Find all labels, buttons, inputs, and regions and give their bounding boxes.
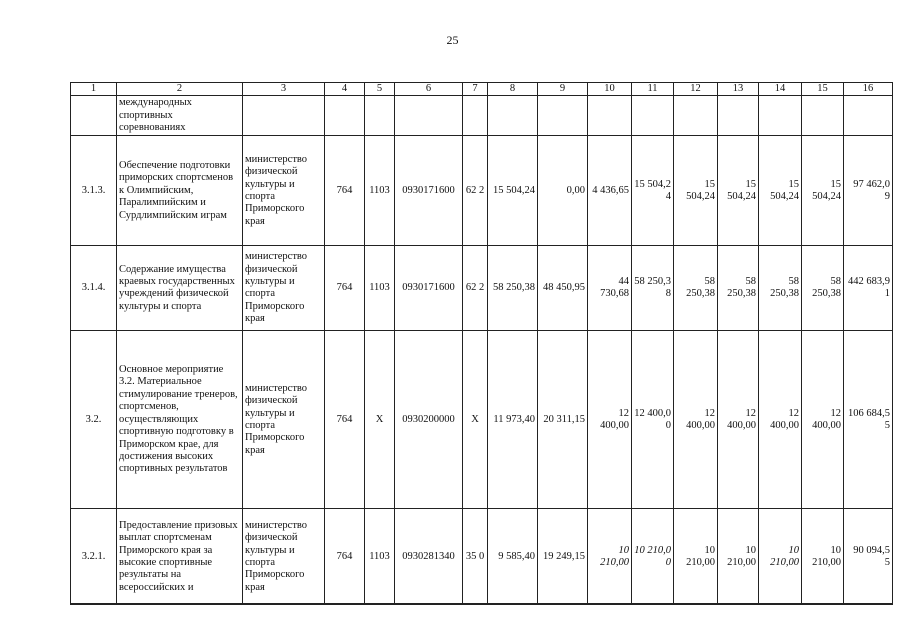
cell: 58 250,38 — [718, 246, 759, 331]
col-header: 6 — [395, 83, 463, 96]
col-header: 5 — [365, 83, 395, 96]
cell: 1103 — [365, 246, 395, 331]
header-row — [71, 83, 893, 96]
cell: 35 0 — [463, 509, 488, 605]
row-ministry: министерство физической культуры и спорта Приморского края — [243, 246, 325, 331]
col-header: 2 — [117, 83, 243, 96]
cell: 12 400,00 — [674, 331, 718, 509]
row-name: Обеспечение подготовки приморских спортсменов к Олимпийским, Паралимпийским и Сурдлимпийским играм — [117, 136, 243, 246]
table-row — [71, 509, 893, 605]
cell: 0,00 — [538, 136, 588, 246]
cell: 764 — [325, 509, 365, 605]
row-code: 3.2. — [71, 331, 117, 509]
table-bottom-rule — [70, 603, 892, 604]
cell: 58 250,38 — [802, 246, 844, 331]
col-header: 16 — [844, 83, 893, 96]
row-ministry: министерство физической культуры и спорта Приморского края — [243, 136, 325, 246]
row-name: Основное мероприятие 3.2. Материальное стимулирование тренеров, спортсменов, осуществляющих спортивную подготовку в Приморском крае, для достижения высоких спортивных результатов — [117, 331, 243, 509]
cell: 10 210,00 — [674, 509, 718, 605]
cell: 12 400,00 — [759, 331, 802, 509]
cell: 12 400,0 0 — [632, 331, 674, 509]
cell: 10 210,00 — [759, 509, 802, 605]
cell: 4 436,65 — [588, 136, 632, 246]
col-header: 7 — [463, 83, 488, 96]
cell: 58 250,38 — [488, 246, 538, 331]
cell: 106 684,5 5 — [844, 331, 893, 509]
cell: 10 210,0 0 — [632, 509, 674, 605]
row-name: Предоставление призовых выплат спортсменам Приморского края за высокие спортивные результаты на всероссийских и — [117, 509, 243, 605]
cell: 0930281340 — [395, 509, 463, 605]
cell: 10 210,00 — [718, 509, 759, 605]
row-ministry: министерство физической культуры и спорта Приморского края — [243, 331, 325, 509]
col-header: 1 — [71, 83, 117, 96]
col-header: 11 — [632, 83, 674, 96]
cell: 12 400,00 — [718, 331, 759, 509]
cell: 15 504,24 — [802, 136, 844, 246]
cell: 1103 — [365, 136, 395, 246]
page-number: 25 — [446, 33, 459, 47]
cell: 20 311,15 — [538, 331, 588, 509]
col-header: 14 — [759, 83, 802, 96]
cell: 15 504,24 — [674, 136, 718, 246]
cell: 0930171600 — [395, 136, 463, 246]
cell: 764 — [325, 331, 365, 509]
col-header: 13 — [718, 83, 759, 96]
col-header: 3 — [243, 83, 325, 96]
row-name: Содержание имущества краевых государственных учреждений физической культуры и спорта — [117, 246, 243, 331]
col-header: 12 — [674, 83, 718, 96]
cell: 15 504,24 — [488, 136, 538, 246]
cell: 764 — [325, 136, 365, 246]
table-row — [71, 331, 893, 509]
cell: 442 683,9 1 — [844, 246, 893, 331]
col-header: 10 — [588, 83, 632, 96]
table-row — [71, 246, 893, 331]
cell: 12 400,00 — [802, 331, 844, 509]
cell: 62 2 — [463, 136, 488, 246]
cell: 0930200000 — [395, 331, 463, 509]
cell: 1103 — [365, 509, 395, 605]
cell: X — [365, 331, 395, 509]
row-name: международных спортивных соревнованиях — [117, 96, 243, 136]
cell: 12 400,00 — [588, 331, 632, 509]
cell: 15 504,2 4 — [632, 136, 674, 246]
row-code: 3.2.1. — [71, 509, 117, 605]
table-row — [71, 96, 893, 136]
cell: 97 462,0 9 — [844, 136, 893, 246]
row-code: 3.1.3. — [71, 136, 117, 246]
cell: 44 730,68 — [588, 246, 632, 331]
cell: 90 094,5 5 — [844, 509, 893, 605]
cell: 15 504,24 — [759, 136, 802, 246]
cell: 62 2 — [463, 246, 488, 331]
cell: 11 973,40 — [488, 331, 538, 509]
cell: 9 585,40 — [488, 509, 538, 605]
cell: 15 504,24 — [718, 136, 759, 246]
col-header: 9 — [538, 83, 588, 96]
col-header: 4 — [325, 83, 365, 96]
cell: 764 — [325, 246, 365, 331]
cell: 48 450,95 — [538, 246, 588, 331]
cell: 19 249,15 — [538, 509, 588, 605]
cell: 58 250,3 8 — [632, 246, 674, 331]
table-row — [71, 136, 893, 246]
row-code: 3.1.4. — [71, 246, 117, 331]
cell: 10 210,00 — [588, 509, 632, 605]
col-header: 8 — [488, 83, 538, 96]
budget-table — [70, 82, 893, 605]
cell: 10 210,00 — [802, 509, 844, 605]
cell: 58 250,38 — [674, 246, 718, 331]
cell: X — [463, 331, 488, 509]
col-header: 15 — [802, 83, 844, 96]
cell: 58 250,38 — [759, 246, 802, 331]
cell: 0930171600 — [395, 246, 463, 331]
row-ministry: министерство физической культуры и спорта Приморского края — [243, 509, 325, 605]
